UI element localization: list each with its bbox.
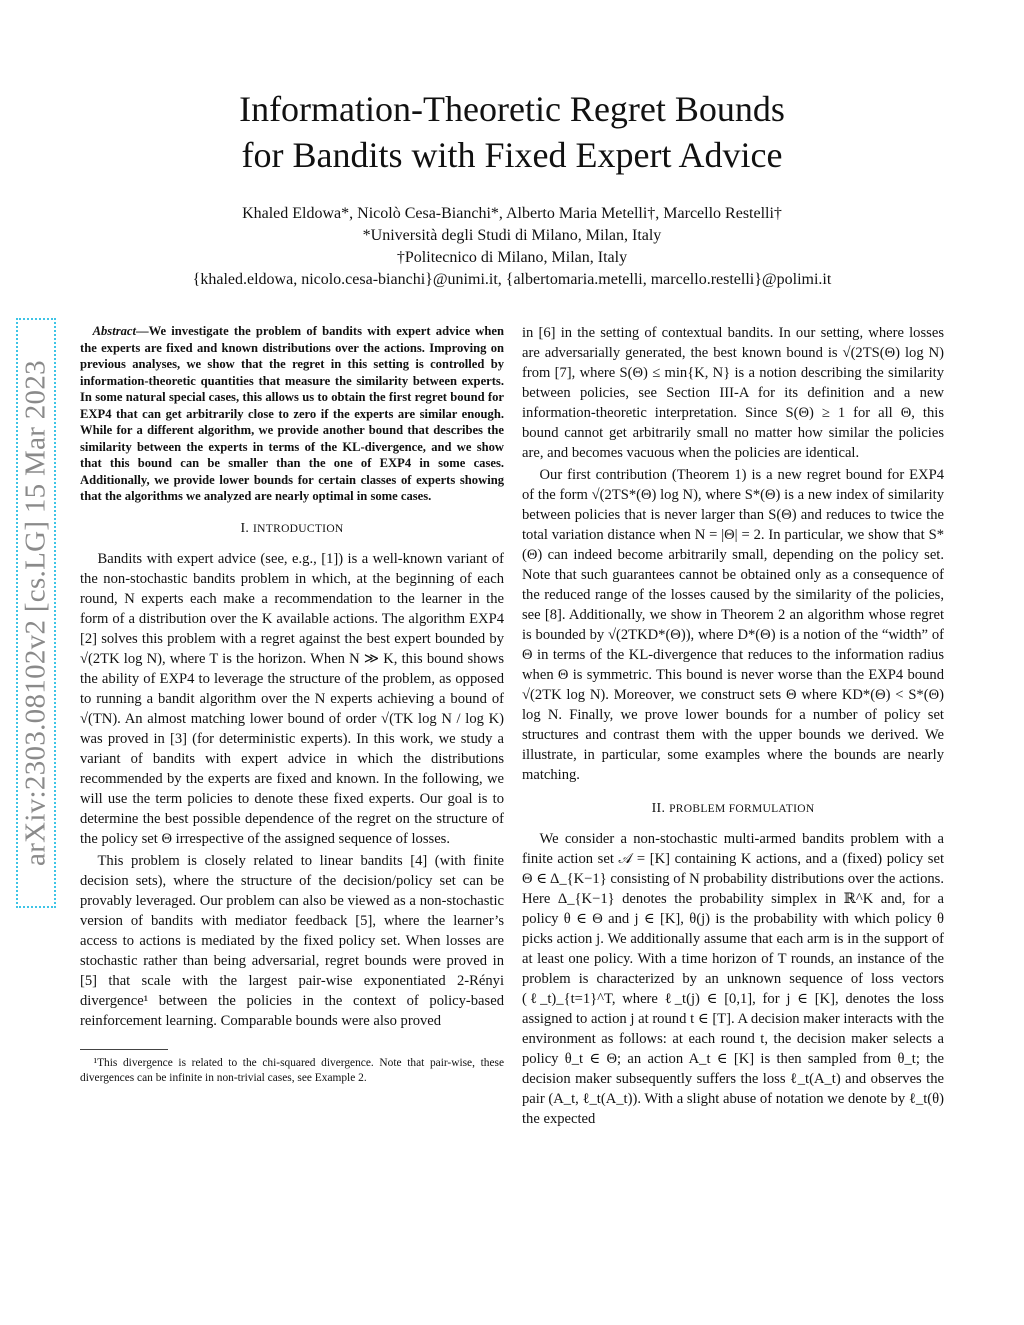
- section-title: PROBLEM FORMULATION: [669, 803, 815, 815]
- abstract-lead: Abstract: [92, 324, 136, 338]
- author-list: Khaled Eldowa*, Nicolò Cesa-Bianchi*, Alberto Maria Metelli†, Marcello Restelli†: [242, 205, 782, 222]
- author-emails: {khaled.eldowa, nicolo.cesa-bianchi}@unimi.it, {albertomaria.metelli, marcello.restelli}@polimi.it: [192, 271, 832, 288]
- intro-paragraph-3: in [6] in the setting of contextual bandits. In our setting, where losses are adversarially generated, the best known bound is √(2TS(Θ) log N) from [7], where S(Θ) ≤ min{K, N} is a notion describing the similarity between policies, see Section III-A for its definition and a new information-theoretic interpretation. Since S(Θ) ≥ 1 for all Θ, this bound cannot get arbitrarily small no matter how similar the policies are, and becomes vacuous when the policies are identical.: [522, 325, 944, 461]
- author-block: [60, 203, 964, 291]
- arxiv-sidebar-stamp: [16, 318, 56, 908]
- problem-paragraph-1: We consider a non-stochastic multi-armed bandits problem with a finite action set 𝒜 = [K] containing K actions, and a (fixed) policy set Θ ∈ Δ_{K−1} consisting of N probability distributions over the actions. Here Δ_{K−1} denotes the probability simplex in ℝ^K and, for a policy θ ∈ Θ and j ∈ [K], θ(j) is the probability with which policy θ picks action j. We additionally assume that each arm is in the support of at least one policy. With a time horizon of T rounds, an instance of the problem is characterized by an unknown sequence of loss vectors (ℓ_t)_{t=1}^T, where ℓ_t(j) ∈ [0,1], for j ∈ [K], denotes the loss assigned to action j at round t ∈ [T]. A decision maker interacts with the environment as follows: at each round t, the decision maker selects a policy θ_t ∈ Θ; an action A_t ∈ [K] is then sampled from θ_t; the decision maker subsequently suffers the loss ℓ_t(A_t) and observes the pair (A_t, ℓ_t(A_t)). With a slight abuse of notation we denote by ℓ_t(θ) the expected: [522, 831, 944, 1127]
- left-column: [80, 323, 504, 1086]
- section-heading-introduction: [80, 519, 504, 539]
- section-heading-problem-formulation: [522, 799, 944, 819]
- abstract: [80, 323, 504, 505]
- intro-paragraph-1: Bandits with expert advice (see, e.g., [1]) is a well-known variant of the non-stochastic bandits problem in which, at the beginning of each round, N experts each make a recommendation to the learner in the form of a distribution over the K available actions. The algorithm EXP4 [2] solves this problem with a regret against the best expert bounded by √(2TK log N), where T is the horizon. When N ≫ K, this bound shows the ability of EXP4 to leverage the structure of the problem, as opposed to running a bandit algorithm over the N experts achieving a bound of √(TN). An almost matching lower bound of order √(TK log N / log K) was proved in [3] (for deterministic experts). In this work, we study a variant of bandits with expert advice in which the distributions recommended by the experts are fixed and known. In the following, we will use the term policies to denote these fixed experts. Our goal is to determine the best possible dependence of the regret on the structure of the policy set Θ irrespective of the assigned sequence of losses.: [80, 550, 504, 847]
- arxiv-id: arXiv:2303.08102v2 [cs.LG] 15 Mar 2023: [19, 360, 52, 866]
- affiliation-1: *Università degli Studi di Milano, Milan, Italy: [362, 227, 662, 244]
- right-column: [522, 323, 944, 1131]
- footnote: ¹This divergence is related to the chi-squared divergence. Note that pair-wise, these divergences can be infinite in non-trivial cases, see Example 2.: [80, 1056, 504, 1084]
- intro-paragraph-2: This problem is closely related to linear bandits [4] (with finite decision sets), where the structure of the decision/policy set can be provably leveraged. Our problem can also be viewed as a non-stochastic version of bandits with mediator feedback [5], where the learner’s access to actions is mediated by the fixed policy set. When losses are stochastic rather than being adversarial, regret bounds were proved in [5] that scale with the largest pair-wise exponentiated 2-Rényi divergence¹ between the policies in the context of policy-based reinforcement learning. Comparable bounds were also proved: [80, 852, 504, 1029]
- affiliation-2: †Politecnico di Milano, Milan, Italy: [396, 249, 628, 266]
- section-number: I.: [240, 520, 250, 536]
- title-line-1: Information-Theoretic Regret Bounds: [239, 89, 785, 129]
- section-number: II.: [651, 801, 666, 816]
- intro-paragraph-4: Our first contribution (Theorem 1) is a new regret bound for EXP4 of the form √(2TS*(Θ) log N), where S*(Θ) is a new index of similarity between policies that is never larger than S(Θ) and reduces to twice the total variation distance when N = |Θ| = 2. In particular, we show that S*(Θ) can indeed become arbitrarily small, depending on the policy set. Note that such guarantees cannot be obtained only as a consequence of the reduced range of the losses caused by the similarity of the policies, see [8]. Additionally, we show in Theorem 2 an algorithm whose regret is bounded by √(2TKD*(Θ)), where D*(Θ) is a notion of the “width” of Θ in terms of the KL-divergence that reduces to the information radius when Θ is symmetric. This bound is never worse than the EXP4 bound √(2TK log N). Moreover, we construct sets Θ where KD*(Θ) < S*(Θ) log N. Finally, we prove lower bounds for a number of policy set structures and contrast them with the upper bounds we derived. We illustrate, in particular, some examples where the bounds are nearly matching.: [522, 467, 944, 783]
- paper-title: [120, 86, 904, 178]
- title-line-2: for Bandits with Fixed Expert Advice: [241, 135, 783, 175]
- footnote-rule: [80, 1049, 168, 1050]
- section-title: INTRODUCTION: [253, 522, 344, 535]
- abstract-text: —We investigate the problem of bandits with expert advice when the experts are fixed and known distributions over the actions. Improving on previous analyses, we show that the regret in this setting is controlled by information-theoretic quantities that measure the similarity between experts. In some natural special cases, this allows us to obtain the first regret bound for EXP4 that can get arbitrarily close to zero if the experts are similar enough. While for a different algorithm, we provide another bound that describes the similarity between the experts in terms of the KL-divergence, and we show that this bound can be smaller than the one of EXP4 in some cases. Additionally, we provide lower bounds for certain classes of experts showing that the algorithms we analyzed are nearly optimal in some cases.: [80, 324, 504, 503]
